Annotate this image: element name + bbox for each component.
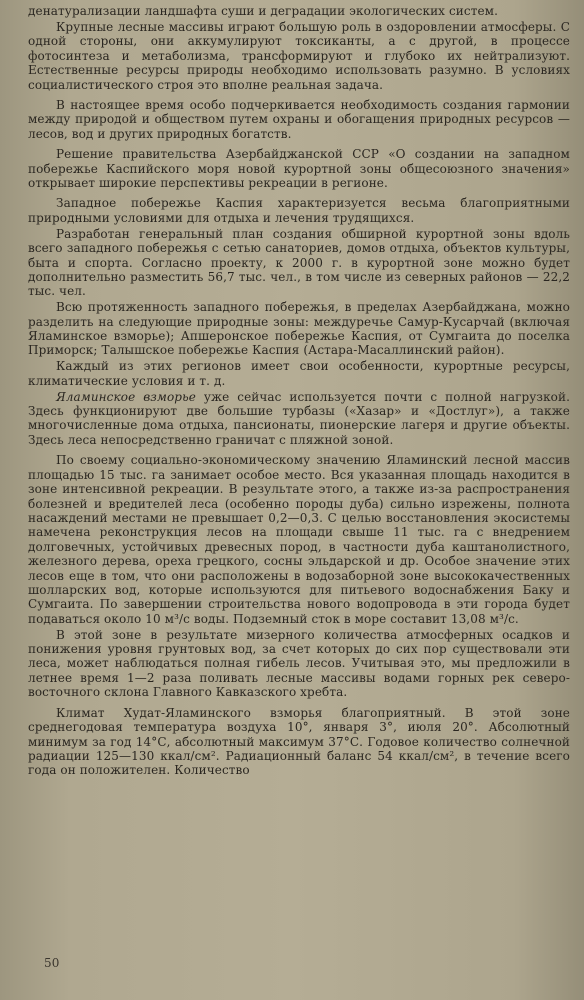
paragraph-10-text: По своему социально-экономическому значению Яламинский лесной массив площадью 15 тыс. га занимает особое место. Вся указанная площадь находится в зоне интенсивной рекреации. В результате этого, а также из-за распространения болезней и вредителей леса (особенно породы дуба) сильно изрежены, полнота насаждений местами не превышает 0,2—0,3. С целью восстановления экосистемы намечена реконструкция лесов на площади свыше 11 тыс. га с внедрением долговечных, устойчивых древесных пород, в частности дуба каштанолистного, железного дерева, ореха грецкого, сосны эльдарской и др. Особое значение этих лесов еще в том, что они расположены в водозаборной зоне высококачественных шолларских вод, которые используются для питьевого водоснабжения Баку и Сумгаита. По завершении строительства нового водопровода в эти города будет подаваться около 10 м³/с воды. Подземный сток в море составит 13,08 м³/с. <box>28 453 570 626</box>
paragraph-11-text: В этой зоне в результате мизерного количества атмосферных осадков и понижения уровня грунтовых вод, за счет которых до сих пор существовали эти леса, может наблюдаться полная гибель лесов. Учитывая это, мы предложили в летнее время 1—2 раза поливать лесные массивы водами горных рек северо-восточного склона Главного Кавказского хребта. <box>28 627 570 700</box>
paragraph-5 <box>28 196 570 225</box>
paragraph-1-text: денатурализации ландшафта суши и деградации экологических систем. <box>28 4 498 18</box>
paragraph-5-text: Западное побережье Каспия характеризуется весьма благоприятными природными условиями для отдыха и лечения трудящихся. <box>28 196 570 225</box>
paragraph-3-text: В настоящее время особо подчеркивается необходимость создания гармонии между природой и обществом путем охраны и обогащения природных ресурсов — лесов, вод и других природных богатств. <box>28 97 570 141</box>
paragraph-7 <box>28 300 570 358</box>
paragraph-2-text: Крупные лесные массивы играют большую роль в оздоровлении атмосферы. С одной стороны, они аккумулируют токсиканты, а с другой, в процессе фотосинтеза и метаболизма, трансформируют и глубоко их нейтрализуют. Естественные ресурсы природы необходимо использовать разумно. В условиях социалистического строя это вполне реальная задача. <box>28 19 570 92</box>
paragraph-11 <box>28 628 570 700</box>
paragraph-7-text: Всю протяженность западного побережья, в пределах Азербайджана, можно разделить на следующие природные зоны: междуречье Самур-Кусарчай (включая Яламинское взморье); Апшеронское побережье Каспия, от Сумгаита до поселка Приморск; Талышское побережье Каспия (Астара-Масаллинский район). <box>28 300 570 358</box>
page-number: 50 <box>44 956 60 970</box>
paragraph-9-text: уже сейчас используется почти с полной нагрузкой. Здесь функционируют две большие турбазы («Хазар» и «Достлуг»), а также многочисленные дома отдыха, пансионаты, пионерские лагеря и другие объекты. Здесь леса непосредственно граничат с пляжной зоной. <box>28 389 571 447</box>
paragraph-6-text: Разработан генеральный план создания обширной курортной зоны вдоль всего западного побережья с сетью санаториев, домов отдыха, объектов культуры, быта и спорта. Согласно проекту, к 2000 г. в курортной зоне можно будет дополнительно разместить 56,7 тыс. чел., в том числе из северных районов — 22,2 тыс. чел. <box>28 226 570 299</box>
paragraph-10 <box>28 453 570 626</box>
paragraph-3 <box>28 98 570 141</box>
paragraph-4-text: Решение правительства Азербайджанской ССР «О создании на западном побережье Каспийского моря новой курортной зоны общесоюзного значения» открывает широкие перспективы рекреации в регионе. <box>28 147 570 190</box>
paragraph-12-text: Климат Худат-Яламинского взморья благоприятный. В этой зоне среднегодовая температура воздуха 10°, января 3°, июля 20°. Абсолютный минимум за год 14°С, абсолютный максимум 37°С. Годовое количество солнечной радиации 125—130 ккал/см². Радиационный баланс 54 ккал/см², в течение всего года он положителен. Количество <box>28 705 570 778</box>
paragraph-1 <box>28 4 570 18</box>
paragraph-6 <box>28 227 570 299</box>
paragraph-4 <box>28 147 570 190</box>
paragraph-12 <box>28 706 570 778</box>
paragraph-8 <box>28 359 570 388</box>
paragraph-9-emphasis: Яламинское взморье <box>56 389 196 404</box>
paragraph-8-text: Каждый из этих регионов имеет свои особенности, курортные ресурсы, климатические условия и т. д. <box>28 359 570 388</box>
paragraph-9 <box>28 390 570 448</box>
paragraph-2 <box>28 20 570 92</box>
